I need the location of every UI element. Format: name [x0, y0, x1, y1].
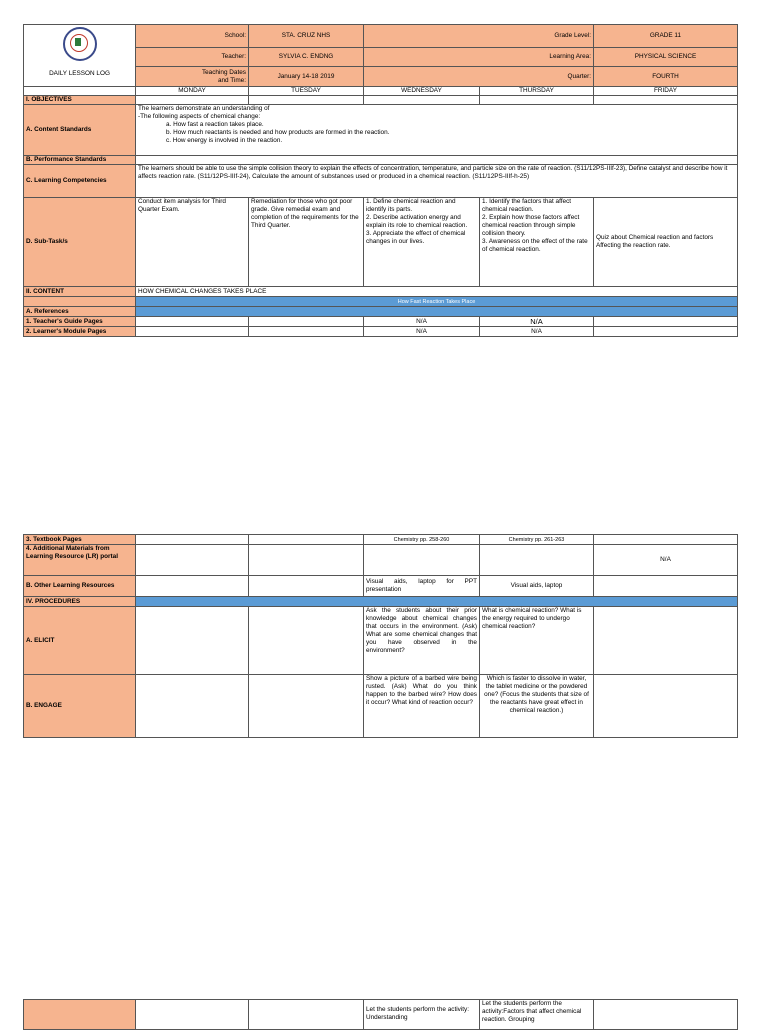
elicit-label: A. ELICIT — [24, 607, 136, 675]
additional-monday — [136, 545, 249, 576]
content-heading: II. CONTENT — [24, 287, 136, 297]
other-tuesday — [249, 576, 364, 597]
lm-wednesday: N/A — [364, 327, 480, 337]
engage-wednesday: Show a picture of a barbed wire being rusted. (Ask) What do you think happen to the barbed wire? How does it occur? What kind of reaction occur? — [364, 675, 480, 738]
lm-friday — [594, 327, 738, 337]
tg-tuesday — [249, 317, 364, 327]
lm-monday — [136, 327, 249, 337]
area-label: Learning Area: — [364, 48, 594, 67]
quarter-label: Quarter: — [364, 67, 594, 87]
elicit-thursday: What is chemical reaction? What is the energy required to undergo chemical reaction? — [480, 607, 594, 675]
textbook-thursday: Chemistry pp. 261-263 — [480, 535, 594, 545]
grade-value: GRADE 11 — [594, 25, 738, 48]
explore-wednesday: Let the students perform the activity: Understanding — [364, 1000, 480, 1030]
explore-thursday: Let the students perform the activity:Factors that affect chemical reaction. Grouping — [480, 1000, 594, 1030]
other-friday — [594, 576, 738, 597]
tg-monday — [136, 317, 249, 327]
days-row — [24, 87, 738, 96]
day-monday: MONDAY — [136, 87, 249, 96]
textbook-friday — [594, 535, 738, 545]
dates-label: Teaching Dates and Time: — [136, 67, 249, 87]
subtask-monday: Conduct item analysis for Third Quarter Exam. — [136, 198, 249, 287]
additional-thursday — [480, 545, 594, 576]
subtask-wednesday: 1. Define chemical reaction and identify its parts. 2. Describe activation energy and explain its role to chemical reaction. 3. Appreciate the effect of chemical changes in our lives. — [364, 198, 480, 287]
lesson-log-continued-table — [23, 999, 738, 1030]
objectives-heading: I. OBJECTIVES — [24, 96, 136, 105]
lm-tuesday — [249, 327, 364, 337]
subtask-label: D. Sub-Task/s — [24, 198, 136, 287]
teachers-guide-label: 1. Teacher's Guide Pages — [24, 317, 136, 327]
school-label: School: — [136, 25, 249, 48]
learning-competencies-text: The learners should be able to use the simple collision theory to explain the effects of concentration, temperature, and particle size on the rate of reaction. (S11/12PS-IIIf-23), Define catalyst and describe how it affects reaction rate. (S11/12PS-IIIf-24), Calculate the amount of substances used or produced in a chemical reaction. (S11/12PS-IIIf-h-25) — [136, 165, 738, 198]
day-wednesday: WEDNESDAY — [364, 87, 480, 96]
learners-module-label: 2. Learner's Module Pages — [24, 327, 136, 337]
textbook-label: 3. Textbook Pages — [24, 535, 136, 545]
dates-value: January 14-18 2019 — [249, 67, 364, 87]
day-tuesday: TUESDAY — [249, 87, 364, 96]
content-standards-text: The learners demonstrate an understanding of -The following aspects of chemical change: a. How fast a reaction takes place. b. How much reactants is needed and how products are formed in the reaction. c. How energy is involved in the reaction. — [136, 105, 738, 156]
content-banner: How Fast Reaction Takes Place — [136, 297, 738, 307]
deped-seal-cell — [24, 25, 136, 87]
subtask-thursday: 1. Identify the factors that affect chemical reaction. 2. Explain how those factors affect chemical reaction through simple collision theory. 3. Awareness on the effect of the rate of chemical reaction. — [480, 198, 594, 287]
procedures-bar — [136, 597, 738, 607]
quarter-value: FOURTH — [594, 67, 738, 87]
other-thursday: Visual aids, laptop — [480, 576, 594, 597]
elicit-wednesday: Ask the students about their prior knowledge about chemical changes that occurs in the environment. (Ask) What are some chemical changes that you have observed in the environment? — [364, 607, 480, 675]
log-title: DAILY LESSON LOG — [49, 70, 110, 77]
references-label: A. References — [24, 307, 136, 317]
subtask-friday: Quiz about Chemical reaction and factors Affecting the reaction rate. — [594, 198, 738, 287]
performance-standards-label: B. Performance Standards — [24, 156, 136, 165]
area-value: PHYSICAL SCIENCE — [594, 48, 738, 67]
engage-thursday: Which is faster to dissolve in water, the tablet medicine or the powdered one? (Focus the students that size of the reactants have great effect in chemical reaction.) — [480, 675, 594, 738]
tg-thursday: N/A — [480, 317, 594, 327]
other-monday — [136, 576, 249, 597]
teacher-label: Teacher: — [136, 48, 249, 67]
performance-standards-text — [136, 156, 738, 165]
lm-thursday: N/A — [480, 327, 594, 337]
content-standards-label: A. Content Standards — [24, 105, 136, 156]
school-value: STA. CRUZ NHS — [249, 25, 364, 48]
lesson-log-procedures-table — [23, 534, 738, 738]
learning-competencies-label: C. Learning Competencies — [24, 165, 136, 198]
day-friday: FRIDAY — [594, 87, 738, 96]
day-thursday: THURSDAY — [480, 87, 594, 96]
textbook-tuesday — [249, 535, 364, 545]
tg-friday — [594, 317, 738, 327]
other-wednesday: Visual aids, laptop for PPT presentation — [364, 576, 480, 597]
references-bar — [136, 307, 738, 317]
additional-wednesday — [364, 545, 480, 576]
grade-label: Grade Level: — [364, 25, 594, 48]
other-resources-label: B. Other Learning Resources — [24, 576, 136, 597]
lesson-log-header-table — [23, 24, 738, 337]
engage-label: B. ENGAGE — [24, 675, 136, 738]
procedures-heading: IV. PROCEDURES — [24, 597, 136, 607]
content-text: HOW CHEMICAL CHANGES TAKES PLACE — [136, 287, 738, 297]
additional-friday: N/A — [594, 545, 738, 576]
textbook-wednesday: Chemistry pp. 258-260 — [364, 535, 480, 545]
additional-tuesday — [249, 545, 364, 576]
subtask-tuesday: Remediation for those who got poor grade. Give remedial exam and completion of the requirements for the Third Quarter. — [249, 198, 364, 287]
teacher-value: SYLVIA C. ENDNG — [249, 48, 364, 67]
additional-materials-label: 4. Additional Materials from Learning Resource (LR) portal — [24, 545, 136, 576]
tg-wednesday: N/A — [364, 317, 480, 327]
textbook-monday — [136, 535, 249, 545]
deped-seal-icon — [63, 27, 97, 61]
